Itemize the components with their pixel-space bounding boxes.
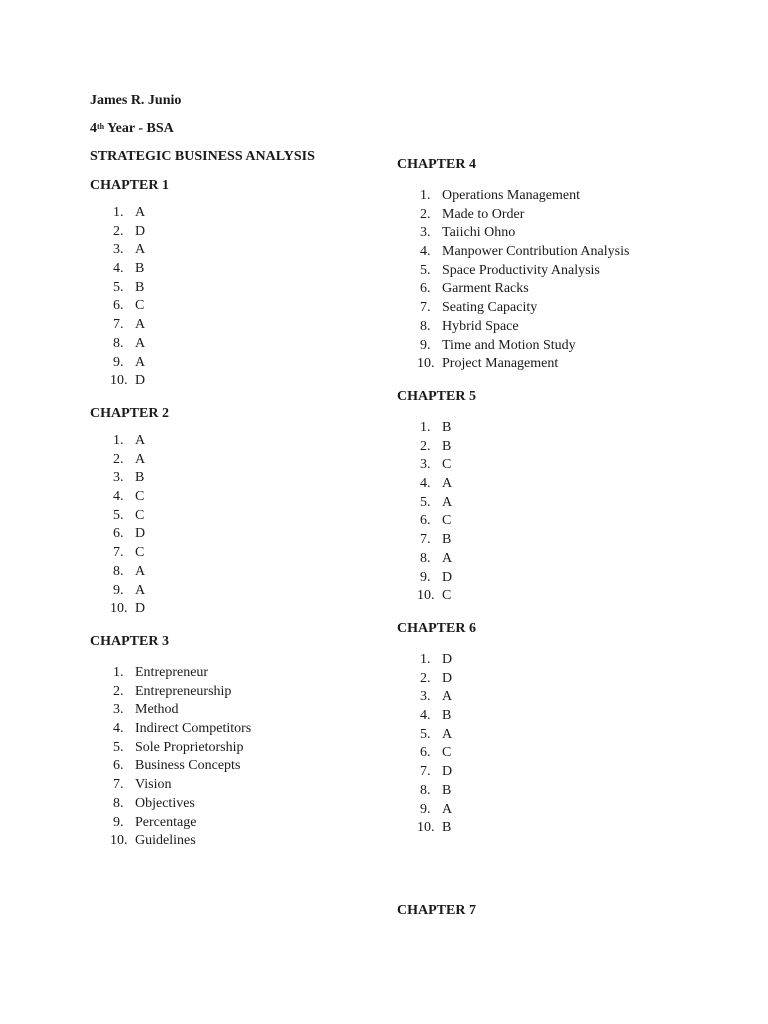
answer-number: 1.: [113, 665, 124, 680]
answer-item: [397, 337, 629, 356]
answer-item: [90, 279, 145, 298]
answer-text: D: [442, 764, 453, 780]
answer-item: [397, 438, 452, 457]
answer-text: C: [135, 298, 145, 314]
answer-item: [90, 204, 145, 223]
answer-item: [90, 507, 145, 526]
answer-text: Taiichi Ohno: [442, 225, 516, 241]
answer-item: [397, 475, 452, 494]
answer-text: A: [442, 801, 453, 817]
answer-number: 1.: [420, 652, 431, 667]
answer-text: Guidelines: [135, 833, 196, 849]
answer-item: [397, 206, 629, 225]
answer-number: 6.: [420, 281, 431, 297]
answer-text: Operations Management: [442, 188, 581, 203]
answer-number: 9.: [113, 814, 124, 830]
answer-item: [397, 512, 452, 531]
chapter-4-answers: [397, 187, 629, 374]
answer-item: [90, 241, 145, 260]
chapter-4-heading: CHAPTER 4: [397, 157, 476, 172]
answer-number: 8.: [420, 782, 431, 798]
answer-text: C: [442, 588, 452, 604]
answer-item: [90, 544, 145, 563]
answer-item: [397, 726, 452, 745]
answer-item: [90, 525, 145, 544]
answer-text: B: [135, 279, 145, 295]
answer-item: [90, 297, 145, 316]
answer-item: [397, 494, 452, 513]
answer-number: 10.: [417, 820, 435, 836]
answer-number: 8.: [420, 550, 431, 566]
answer-number: 2.: [420, 438, 431, 454]
answer-item: [397, 355, 629, 374]
answer-number: 7.: [420, 300, 431, 316]
answer-text: A: [442, 550, 453, 566]
answer-number: 8.: [113, 563, 124, 579]
answer-item: [397, 550, 452, 569]
answer-text: D: [442, 569, 453, 585]
answer-text: Vision: [135, 777, 172, 793]
chapter-1-heading: CHAPTER 1: [90, 178, 169, 193]
answer-number: 5.: [420, 726, 431, 742]
answer-item: [90, 354, 145, 373]
answer-item: [397, 224, 629, 243]
answer-item: [397, 587, 452, 606]
answer-number: 9.: [113, 354, 124, 370]
answer-number: 9.: [420, 569, 431, 585]
answer-text: A: [442, 476, 453, 492]
chapter-7-heading: CHAPTER 7: [397, 903, 476, 918]
answer-text: Garment Racks: [442, 281, 529, 297]
answer-item: [90, 469, 145, 488]
answer-text: B: [442, 438, 452, 454]
answer-item: [90, 720, 251, 739]
answer-item: [397, 531, 452, 550]
answer-number: 6.: [420, 745, 431, 761]
answer-number: 6.: [113, 758, 124, 774]
answer-item: [397, 419, 452, 438]
answer-item: [90, 832, 251, 851]
answer-text: Manpower Contribution Analysis: [442, 244, 630, 260]
chapter-6-answers: [397, 651, 452, 838]
answer-item: [397, 744, 452, 763]
answer-item: [90, 701, 251, 720]
answer-text: C: [442, 513, 452, 529]
answer-number: 6.: [113, 298, 124, 314]
answer-text: Indirect Competitors: [135, 721, 252, 737]
answer-number: 2.: [113, 683, 124, 699]
answer-item: [397, 801, 452, 820]
answer-text: Entrepreneurship: [135, 683, 232, 699]
answer-number: 7.: [113, 777, 124, 793]
answer-text: A: [135, 433, 146, 448]
answer-number: 10.: [417, 588, 435, 604]
answer-number: 5.: [420, 262, 431, 278]
answer-text: B: [442, 420, 452, 435]
answer-item: [90, 372, 145, 391]
answer-number: 3.: [113, 470, 124, 486]
answer-text: Business Concepts: [135, 758, 241, 774]
answer-number: 2.: [113, 223, 124, 239]
chapter-5-heading: CHAPTER 5: [397, 389, 476, 404]
answer-text: Method: [135, 702, 179, 718]
answer-text: C: [442, 745, 452, 761]
answer-text: A: [135, 354, 146, 370]
answer-text: A: [135, 242, 146, 258]
answer-text: Made to Order: [442, 206, 525, 222]
answer-text: B: [135, 470, 145, 486]
answer-item: [397, 670, 452, 689]
answer-number: 3.: [113, 702, 124, 718]
answer-number: 6.: [420, 513, 431, 529]
answer-text: A: [135, 317, 146, 333]
answer-number: 5.: [113, 507, 124, 523]
answer-number: 5.: [420, 494, 431, 510]
answer-text: Time and Motion Study: [442, 337, 576, 353]
answer-item: [90, 757, 251, 776]
answer-number: 1.: [113, 205, 124, 220]
chapter-3-heading: CHAPTER 3: [90, 634, 169, 649]
course-title: STRATEGIC BUSINESS ANALYSIS: [90, 149, 315, 164]
answer-number: 8.: [420, 318, 431, 334]
answer-item: [397, 819, 452, 838]
answer-text: A: [442, 726, 453, 742]
answer-text: C: [442, 457, 452, 473]
answer-item: [397, 280, 629, 299]
answer-text: D: [135, 526, 146, 542]
answer-item: [397, 299, 629, 318]
answer-number: 7.: [420, 764, 431, 780]
answer-text: C: [135, 545, 145, 561]
answer-item: [90, 563, 145, 582]
answer-text: Seating Capacity: [442, 300, 538, 316]
answer-number: 7.: [420, 532, 431, 548]
chapter-1-answers: [90, 204, 145, 391]
answer-text: Space Productivity Analysis: [442, 262, 600, 278]
chapter-5-answers: [397, 419, 452, 606]
answer-number: 2.: [420, 670, 431, 686]
answer-item: [397, 651, 452, 670]
answer-text: Objectives: [135, 795, 195, 811]
answer-item: [90, 451, 145, 470]
answer-item: [397, 456, 452, 475]
answer-text: A: [135, 335, 146, 351]
answer-text: Percentage: [135, 814, 197, 830]
answer-item: [90, 223, 145, 242]
answer-text: B: [442, 820, 452, 836]
answer-number: 8.: [113, 335, 124, 351]
answer-number: 10.: [417, 356, 435, 372]
answer-item: [90, 814, 251, 833]
answer-number: 3.: [420, 225, 431, 241]
answer-item: [397, 688, 452, 707]
answer-number: 9.: [420, 801, 431, 817]
answer-text: D: [135, 601, 146, 617]
answer-number: 4.: [113, 489, 124, 505]
answer-text: B: [442, 708, 452, 724]
answer-number: 10.: [110, 833, 128, 849]
answer-item: [90, 432, 145, 451]
answer-item: [90, 664, 251, 683]
answer-item: [397, 763, 452, 782]
year-level: [90, 120, 174, 138]
answer-number: 5.: [113, 739, 124, 755]
answer-text: Entrepreneur: [135, 665, 209, 680]
year-program: Year - BSA: [104, 121, 174, 136]
answer-number: 5.: [113, 279, 124, 295]
answer-number: 4.: [113, 261, 124, 277]
answer-item: [90, 739, 251, 758]
answer-text: C: [135, 507, 145, 523]
year-number: 4: [90, 121, 97, 136]
answer-number: 3.: [113, 242, 124, 258]
chapter-2-answers: [90, 432, 145, 619]
answer-text: Hybrid Space: [442, 318, 519, 334]
answer-number: 4.: [420, 708, 431, 724]
answer-text: B: [442, 782, 452, 798]
answer-item: [90, 776, 251, 795]
chapter-2-heading: CHAPTER 2: [90, 406, 169, 421]
answer-number: 2.: [420, 206, 431, 222]
answer-number: 3.: [420, 457, 431, 473]
answer-item: [90, 316, 145, 335]
answer-number: 3.: [420, 689, 431, 705]
answer-item: [90, 683, 251, 702]
answer-text: D: [442, 670, 453, 686]
answer-number: 9.: [113, 582, 124, 598]
answer-number: 4.: [420, 244, 431, 260]
year-suffix: th: [97, 122, 105, 131]
answer-item: [90, 795, 251, 814]
answer-number: 10.: [110, 373, 128, 389]
answer-item: [397, 318, 629, 337]
answer-text: A: [135, 563, 146, 579]
answer-number: 1.: [420, 420, 431, 435]
answer-item: [397, 782, 452, 801]
answer-number: 8.: [113, 795, 124, 811]
answer-item: [397, 707, 452, 726]
answer-item: [90, 335, 145, 354]
answer-number: 4.: [113, 721, 124, 737]
answer-text: D: [442, 652, 453, 667]
answer-text: A: [442, 689, 453, 705]
author-name: James R. Junio: [90, 93, 182, 108]
answer-item: [90, 582, 145, 601]
answer-item: [397, 243, 629, 262]
answer-text: A: [135, 451, 146, 467]
answer-number: 7.: [113, 317, 124, 333]
answer-text: A: [135, 205, 146, 220]
answer-text: A: [442, 494, 453, 510]
answer-number: 7.: [113, 545, 124, 561]
answer-text: D: [135, 373, 146, 389]
answer-item: [397, 187, 629, 206]
answer-number: 6.: [113, 526, 124, 542]
answer-text: Project Management: [442, 356, 559, 372]
answer-number: 9.: [420, 337, 431, 353]
answer-text: B: [442, 532, 452, 548]
answer-number: 1.: [420, 188, 431, 203]
answer-item: [90, 600, 145, 619]
answer-number: 2.: [113, 451, 124, 467]
answer-item: [90, 260, 145, 279]
chapter-6-heading: CHAPTER 6: [397, 621, 476, 636]
chapter-3-answers: [90, 664, 251, 851]
answer-item: [397, 569, 452, 588]
answer-text: D: [135, 223, 146, 239]
answer-item: [90, 488, 145, 507]
answer-text: A: [135, 582, 146, 598]
answer-item: [397, 262, 629, 281]
answer-text: B: [135, 261, 145, 277]
answer-number: 4.: [420, 476, 431, 492]
answer-number: 1.: [113, 433, 124, 448]
answer-text: C: [135, 489, 145, 505]
answer-text: Sole Proprietorship: [135, 739, 244, 755]
answer-number: 10.: [110, 601, 128, 617]
